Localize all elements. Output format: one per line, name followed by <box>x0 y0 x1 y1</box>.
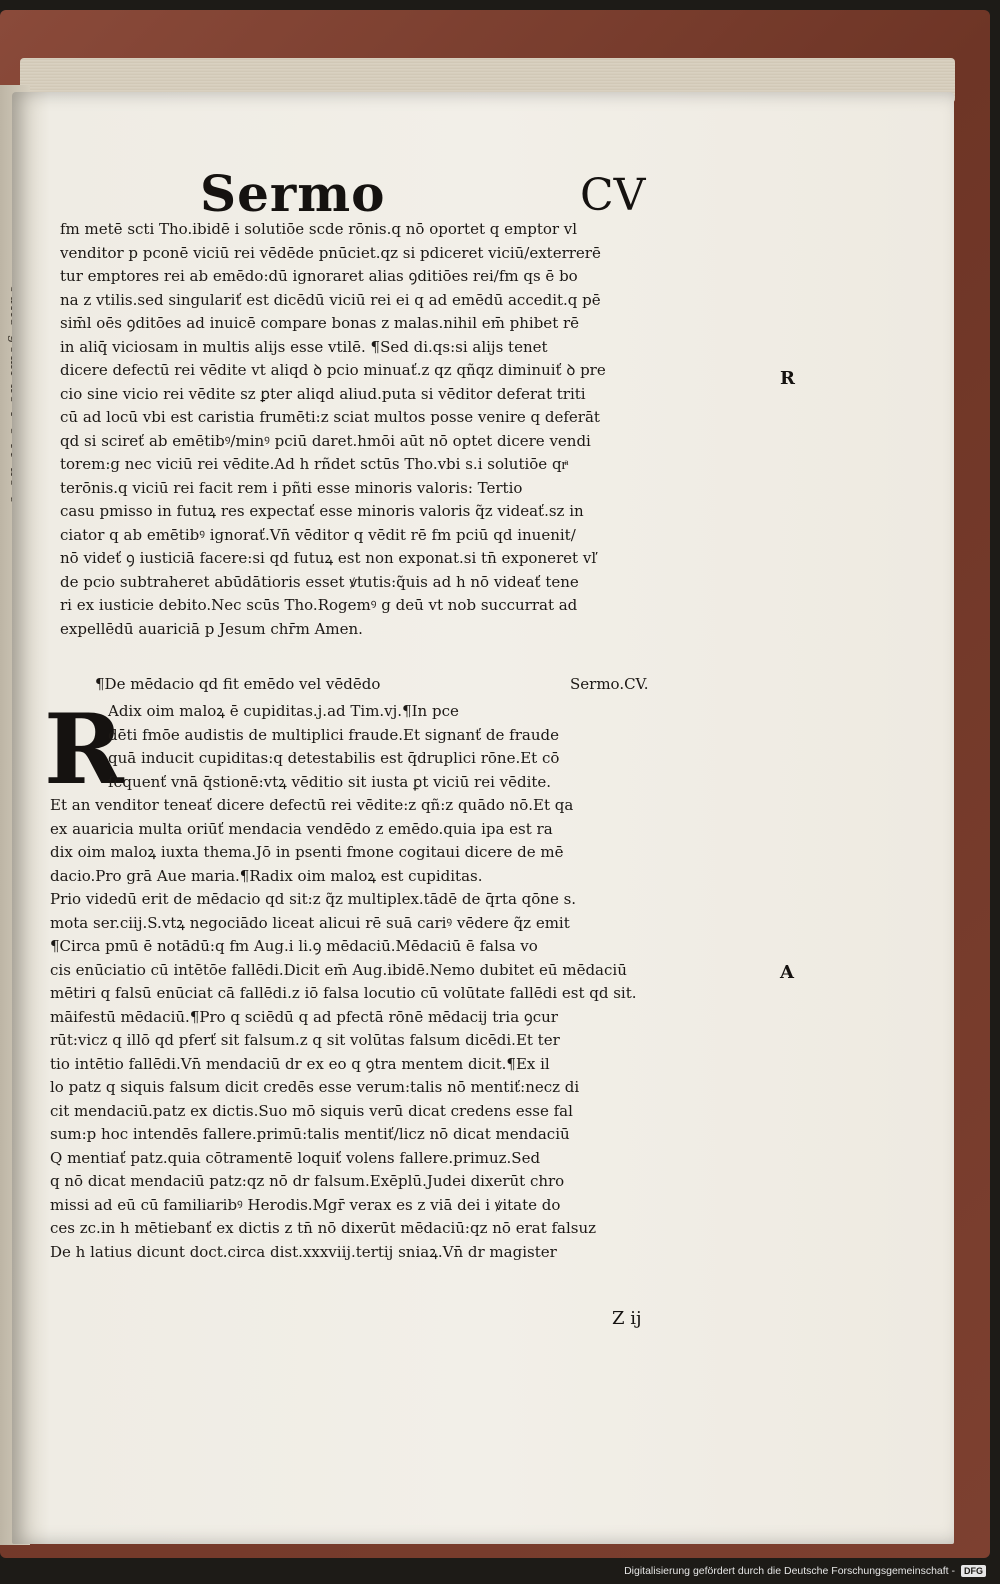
text-line: nō videť ꝯ iusticiā facere:si qd futuꝝ est non exponat.si tn̄ exponeret vľ <box>60 549 597 567</box>
text-line: fm metē scti Tho.ibidē i solutiōe scde rōnis.q nō oportet q emptor vl <box>60 220 578 238</box>
text-line: Q mentiať patz.quia cōtramentē loquiť volens fallere.primuz.Sed <box>50 1148 541 1167</box>
text-line: torem:g nec viciū rei vēdite.Ad h rñdet sctūs Tho.vbi s.i solutiōe qrͣ <box>60 455 567 473</box>
text-line: terōnis.q viciū rei facit rem i pñti esse minoris valoris: Tertio <box>60 478 523 497</box>
text-line: q nō dicat mendaciū patz:qz nō dr falsum.Exēplū.Judei dixerūt chro <box>50 1172 565 1190</box>
text-line: mētiri q falsū enūciat cā fallēdi.z iō falsa locutio cū volūtate fallēdi est qd sit. <box>50 984 637 1002</box>
section-label: ¶De mēdacio qd fit emēdo vel vēdēdo <box>95 675 381 693</box>
text-line: Et an venditor teneať dicere defectū rei vēdite:z qñ:z quādo nō.Et qa <box>50 796 574 814</box>
text-line: cū ad locū vbi est caristia frumēti:z sciat multos posse venire q deferāt <box>60 408 600 426</box>
text-line: tur emptores rei ab emēdo:dū ignoraret alias ꝯditiōes rei/fm qs ē bo <box>60 267 578 285</box>
text-line: ri ex iusticie debito.Nec scūs Tho.Rogemꝰ g deū vt nob succurrat ad <box>60 596 578 614</box>
margin-note-r: R <box>780 368 795 389</box>
page-number: CV <box>580 170 646 221</box>
text-line: tio intētio fallēdi.Vn̄ mendaciū dr ex eo q ꝯtra mentem dicit.¶Ex il <box>50 1054 550 1073</box>
text-line: qd si scireť ab emētibꝰ/minꝰ pciū daret.hmōi aūt nō optet dicere vendi <box>60 431 591 450</box>
text-line: quā inducit cupiditas:q detestabilis est q̄druplici rōne.Et cō <box>108 749 560 767</box>
dfg-logo: DFG <box>961 1565 986 1577</box>
text-line: venditor p pconē viciū rei vēdēde pnūciet.qz si pdiceret viciū/exterrerē <box>60 243 601 262</box>
text-line: casu pmisso in futuꝝ res expectať esse minoris valoris q̃z videať.sz in <box>60 502 584 520</box>
text-line: De h latius dicunt doct.circa dist.xxxviij.tertij sniaꝝ.Vn̄ dr magister <box>50 1242 557 1261</box>
text-line: dicere defectū rei vēdite vt aliqd ꝺ pcio minuať.z qz qñqz diminuiť ꝺ pre <box>60 361 606 379</box>
section-sermo: Sermo.CV. <box>570 675 649 693</box>
text-block-1 <box>60 218 760 641</box>
text-line: ces zc.in h mētiebanť ex dictis z tn̄ nō dixerūt mēdaciū:qz nō erat falsuz <box>50 1219 597 1237</box>
text-line: ¶Circa pmū ē notādū:q fm Aug.i li.ꝯ mēdaciū.Mēdaciū ē falsa vo <box>50 937 538 955</box>
text-line: ex auaricia multa oriūť mendacia vendēdo z emēdo.quia ipa est ra <box>50 819 553 838</box>
text-line: cio sine vicio rei vēdite sz ꝑter aliqd aliud.puta si vēditor deferat triti <box>60 384 586 403</box>
signature-mark: Z ij <box>612 1308 642 1329</box>
text-line: cit mendaciū.patz ex dictis.Suo mō siquis verū dicat credens esse fal <box>50 1101 573 1120</box>
text-block-2 <box>50 700 765 1264</box>
text-line: Prio videdū erit de mēdacio qd sit:z q̃z multiplex.tādē de q̄rta qōne s. <box>50 890 577 908</box>
section-heading <box>95 675 765 699</box>
text-line: in aliq̄ viciosam in multis alijs esse vtilē. ¶Sed di.qs:si alijs tenet <box>60 337 548 356</box>
text-line: dacio.Pro grā Aue maria.¶Radix oim maloꝝ est cupiditas. <box>50 866 483 885</box>
text-line: sum:p hoc intendēs fallere.primū:talis mentiť/licz nō dicat mendaciū <box>50 1125 570 1143</box>
text-line: dēti fmōe audistis de multiplici fraude.Et signanť de fraude <box>108 725 559 744</box>
text-line: sim̄l oēs ꝯditōes ad inuicē compare bonas z malas.nihil em̄ phibet rē <box>60 314 580 332</box>
text-line: ſequenť vnā q̄stionē:vtꝝ vēditio sit iusta ꝑt viciū rei vēdite. <box>108 772 552 791</box>
text-line: rūt:vicz q illō qd pferť sit falsum.z q sit volūtas falsum dicēdi.Et ter <box>50 1031 560 1049</box>
page-title: Sermo <box>200 164 386 223</box>
text-line: expellēdū auariciā p Jesum chr̄m Amen. <box>60 619 363 638</box>
text-line: cis enūciatio cū intētōe fallēdi.Dicit em̄ Aug.ibidē.Nemo dubitet eū mēdaciū <box>50 960 627 979</box>
text-line: na z vtilis.sed singulariť est dicēdū viciū rei ei q ad emēdū accedit.q pē <box>60 290 601 309</box>
text-line: Adix oim maloꝝ ē cupiditas.j.ad Tim.vj.¶In pce <box>108 702 459 720</box>
text-line: de pcio subtraheret abūdātioris esset ꝟtutis:q̃uis ad h nō videať tene <box>60 572 579 591</box>
text-line: mota ser.ciij.S.vtꝝ negociādo liceat alicui rē suā cariꝰ vēdere q̃z emit <box>50 913 570 932</box>
footer-credit-text: Digitalisierung gefördert durch die Deutsche Forschungsgemeinschaft - <box>624 1565 955 1577</box>
drop-initial: R <box>44 693 124 806</box>
text-line: māifestū mēdaciū.¶Pro q sciēdū q ad pfectā rōnē mēdacij tria ꝯcur <box>50 1007 558 1026</box>
footer-credit <box>624 1562 986 1580</box>
text-line: ciator q ab emētibꝰ ignorať.Vn̄ vēditor q vēdit rē fm pciū qd inuenit/ <box>60 525 576 544</box>
text-line: missi ad eū cū familiaribꝰ Herodis.Mgr̄ verax es z viā dei i ꝟitate do <box>50 1195 561 1214</box>
text-line: dix oim maloꝝ iuxta thema.Jō in psenti fmone cogitaui dicere de mē <box>50 843 564 861</box>
text-line: lo patz q siquis falsum dicit credēs esse verum:talis nō mentiť:necz di <box>50 1078 580 1096</box>
margin-note-a: A <box>780 962 794 983</box>
